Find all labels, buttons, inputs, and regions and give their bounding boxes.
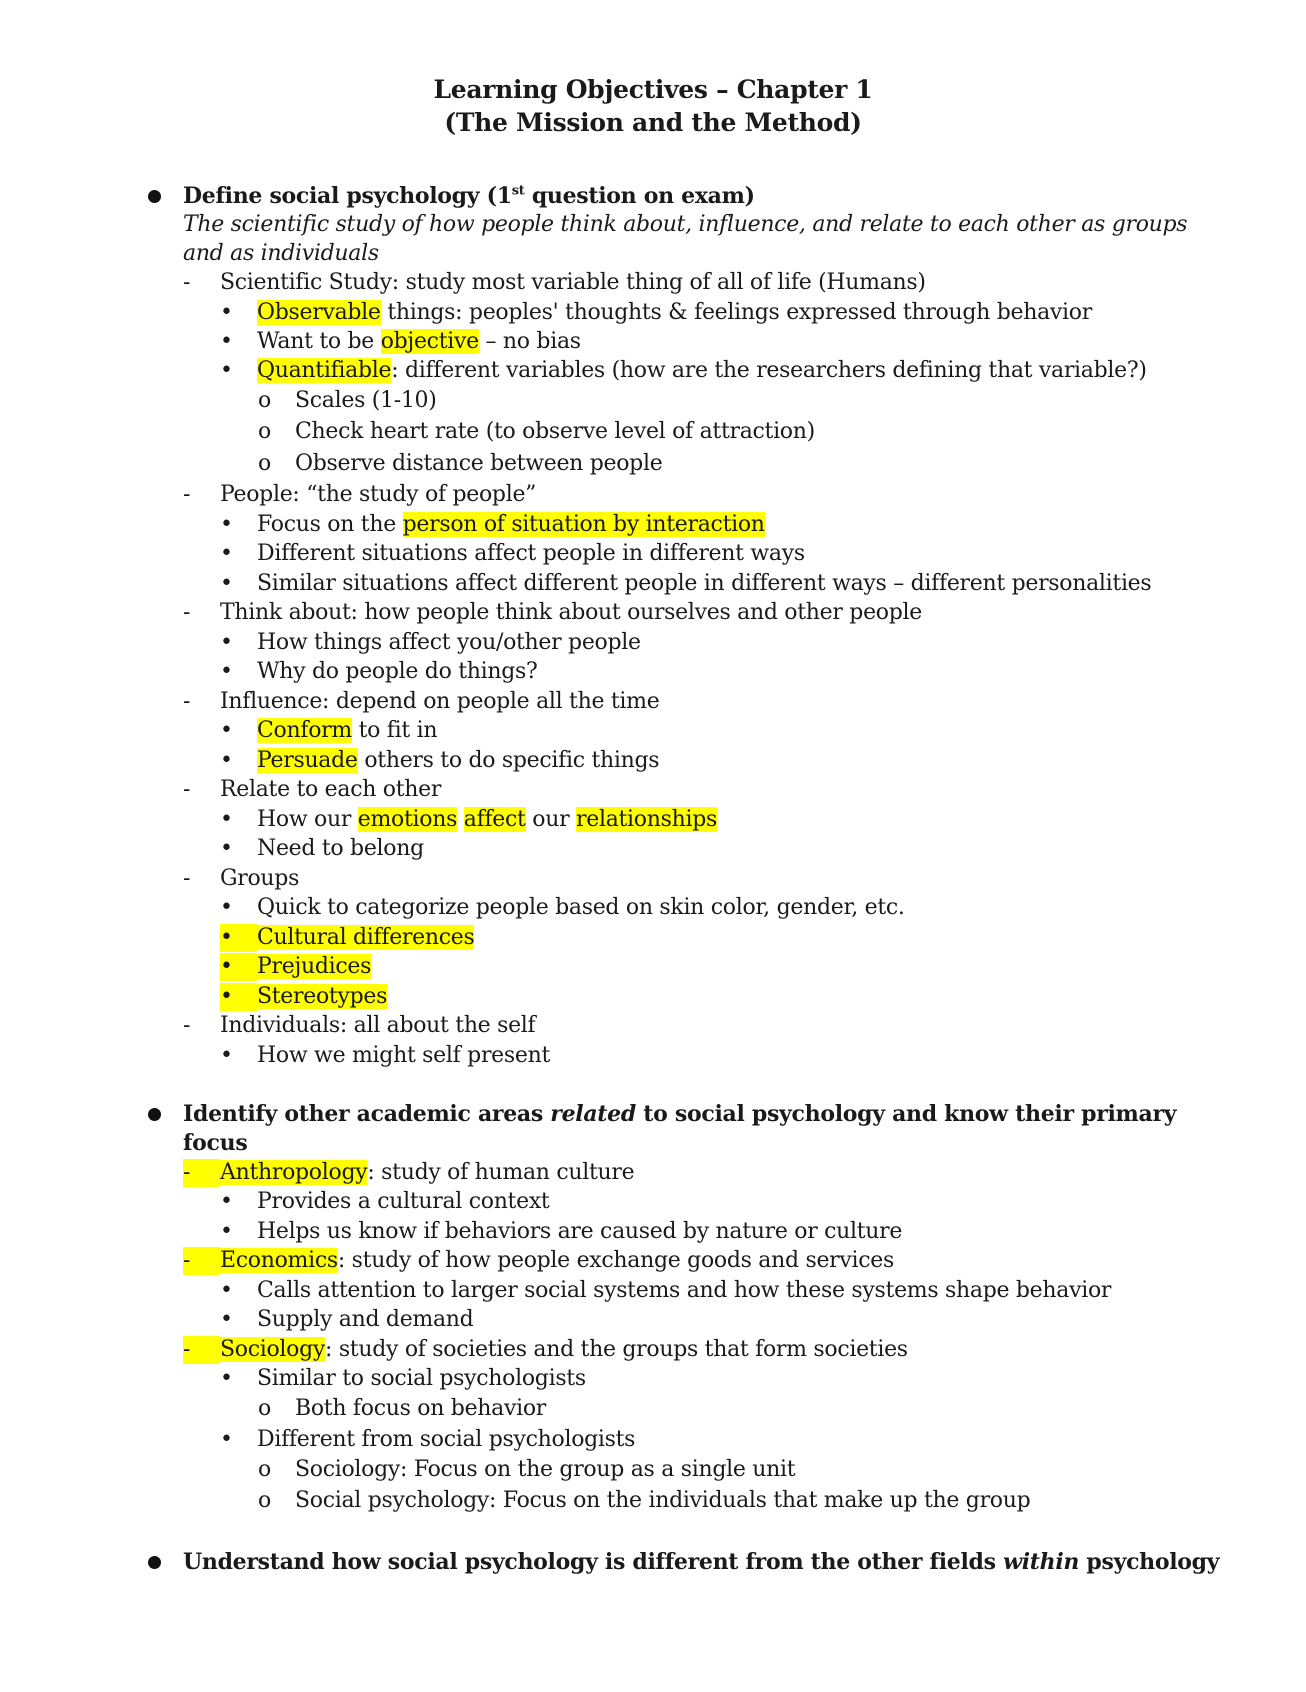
dash-marker: -	[183, 1336, 220, 1364]
prejudices-item: Prejudices	[257, 954, 372, 979]
circle-marker: o	[258, 1457, 272, 1482]
circle-marker: o	[258, 1488, 272, 1513]
circle-marker: o	[258, 1396, 272, 1421]
relate-item: Relate to each other	[220, 777, 442, 802]
objective-heading-1: Define social psychology (1st question on exam)	[183, 183, 755, 209]
circle-marker: o	[258, 388, 272, 413]
objective-bullet	[148, 1556, 161, 1569]
dash-marker: -	[183, 866, 191, 891]
dot-marker: •	[220, 512, 233, 537]
sp-focus-item: Social psychology: Focus on the individuals that make up the group	[295, 1488, 1031, 1513]
observable-item: Observable things: peoples' thoughts & feelings expressed through behavior	[257, 300, 1092, 325]
groups-item: Groups	[220, 866, 300, 891]
dot-marker: •	[220, 1278, 233, 1303]
dash-marker: -	[183, 1013, 191, 1038]
dot-marker: •	[220, 836, 233, 861]
dot-marker: •	[220, 924, 257, 952]
dash-marker: -	[183, 689, 191, 714]
dot-marker: •	[220, 983, 257, 1011]
dot-marker: •	[220, 748, 233, 773]
different-sp-item: Different from social psychologists	[257, 1427, 636, 1452]
categorize-item: Quick to categorize people based on skin color, gender, etc.	[257, 895, 905, 920]
dash-marker: -	[183, 1247, 220, 1275]
dot-marker: •	[220, 807, 233, 832]
persuade-item: Persuade others to do specific things	[257, 748, 660, 773]
dot-marker: •	[220, 1043, 233, 1068]
page-subtitle: (The Mission and the Method)	[444, 108, 862, 137]
need-belong-item: Need to belong	[257, 836, 424, 861]
dot-marker: •	[220, 1307, 233, 1332]
dash-marker: -	[183, 482, 191, 507]
quantifiable-item: Quantifiable: different variables (how are the researchers defining that variable?)	[257, 358, 1147, 383]
definition-line-1: The scientific study of how people think about, influence, and relate to each other as groups	[183, 212, 1188, 237]
circle-marker: o	[258, 419, 272, 444]
objective-heading-3: Understand how social psychology is different from the other fields within psychology	[183, 1549, 1220, 1575]
self-present-item: How we might self present	[257, 1043, 551, 1068]
cultural-differences-item: Cultural differences	[257, 925, 475, 950]
page-title: Learning Objectives – Chapter 1	[433, 75, 873, 104]
dot-marker: •	[220, 718, 233, 743]
both-focus-item: Both focus on behavior	[295, 1396, 546, 1421]
dash-marker: -	[183, 1159, 220, 1187]
dot-marker: •	[220, 300, 233, 325]
dot-marker: •	[220, 541, 233, 566]
supply-demand-item: Supply and demand	[257, 1307, 474, 1332]
people-item: People: “the study of people”	[220, 482, 537, 507]
anthropology-item: Anthropology: study of human culture	[220, 1160, 635, 1185]
objective-bullet	[148, 190, 161, 203]
dot-marker: •	[220, 329, 233, 354]
dot-marker: •	[220, 358, 233, 383]
circle-marker: o	[258, 451, 272, 476]
sociology-item: Sociology: study of societies and the groups that form societies	[220, 1337, 908, 1362]
definition-line-2: and as individuals	[183, 241, 379, 266]
scientific-study-item: Scientific Study: study most variable thing of all of life (Humans)	[220, 270, 926, 295]
individuals-item: Individuals: all about the self	[220, 1013, 536, 1038]
economics-item: Economics: study of how people exchange goods and services	[220, 1248, 894, 1273]
dot-marker: •	[220, 571, 233, 596]
dot-marker: •	[220, 630, 233, 655]
why-do-item: Why do people do things?	[257, 659, 538, 684]
different-situations-item: Different situations affect people in different ways	[257, 541, 805, 566]
influence-item: Influence: depend on people all the time	[220, 689, 660, 714]
emotions-item: How our emotions affect our relationships	[257, 807, 717, 832]
dot-marker: •	[220, 953, 257, 981]
how-things-item: How things affect you/other people	[257, 630, 641, 655]
cultural-context-item: Provides a cultural context	[257, 1189, 550, 1214]
dot-marker: •	[220, 1366, 233, 1391]
dash-marker: -	[183, 270, 191, 295]
dot-marker: •	[220, 659, 233, 684]
similar-sp-item: Similar to social psychologists	[257, 1366, 586, 1391]
larger-systems-item: Calls attention to larger social systems and how these systems shape behavior	[257, 1278, 1112, 1303]
objective-bullet	[148, 1108, 161, 1121]
conform-item: Conform to fit in	[257, 718, 438, 743]
objective-heading-2-cont: focus	[183, 1130, 248, 1156]
dash-marker: -	[183, 777, 191, 802]
dot-marker: •	[220, 895, 233, 920]
think-about-item: Think about: how people think about ourselves and other people	[220, 600, 922, 625]
sociology-focus-item: Sociology: Focus on the group as a single unit	[295, 1457, 796, 1482]
objective-heading-2: Identify other academic areas related to social psychology and know their primary	[183, 1101, 1177, 1127]
dot-marker: •	[220, 1219, 233, 1244]
nature-culture-item: Helps us know if behaviors are caused by nature or culture	[257, 1219, 903, 1244]
dash-marker: -	[183, 600, 191, 625]
similar-situations-item: Similar situations affect different people in different ways – different personalities	[257, 571, 1152, 596]
stereotypes-item: Stereotypes	[257, 984, 388, 1009]
focus-item: Focus on the person of situation by interaction	[257, 512, 765, 537]
heart-rate-item: Check heart rate (to observe level of attraction)	[295, 419, 815, 444]
dot-marker: •	[220, 1427, 233, 1452]
scales-item: Scales (1-10)	[295, 388, 437, 413]
dot-marker: •	[220, 1189, 233, 1214]
distance-item: Observe distance between people	[295, 451, 663, 476]
objective-item: Want to be objective – no bias	[257, 329, 581, 354]
